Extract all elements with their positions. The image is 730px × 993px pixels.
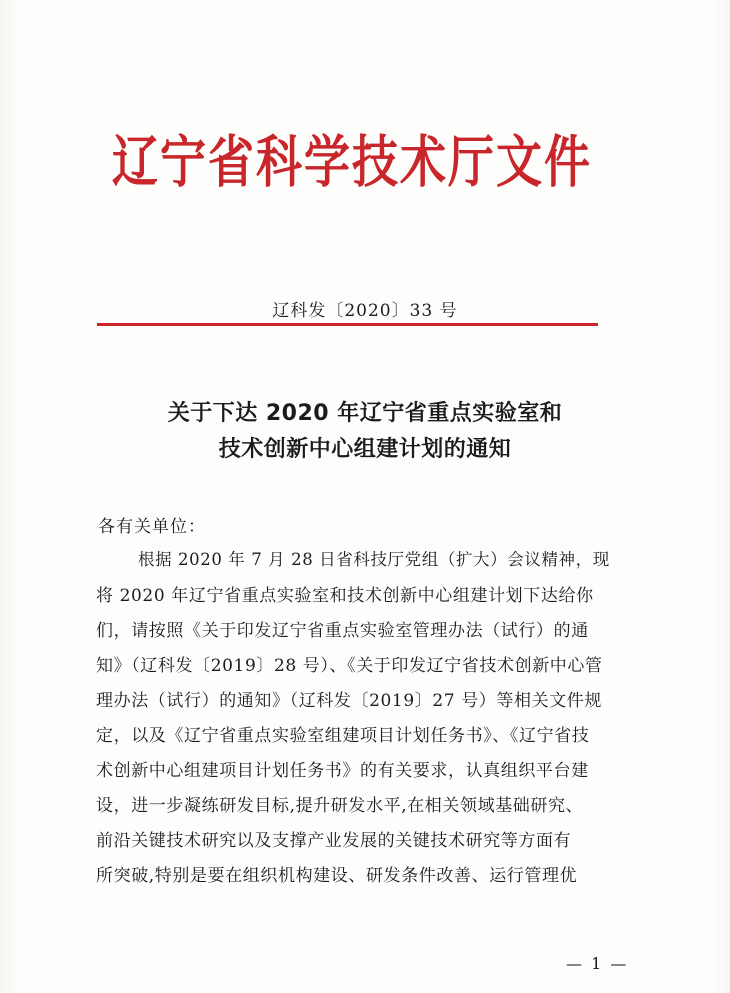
body-line: 将 2020 年辽宁省重点实验室和技术创新中心组建计划下达给你 [96,586,594,606]
body-line: 定，以及《辽宁省重点实验室组建项目计划任务书》、《辽宁省技 [96,726,590,746]
page-number: — 1 — [566,954,629,973]
body-line: 所突破,特别是要在组织机构建设、研发条件改善、运行管理优 [96,866,578,886]
body-line: 前沿关键技术研究以及支撑产业发展的关键技术研究等方面有 [96,831,572,851]
body-line: 理办法（试行）的通知》（辽科发〔2019〕27 号）等相关文件规 [96,691,602,711]
body-line: 们，请按照《关于印发辽宁省重点实验室管理办法（试行）的通 [96,621,589,641]
body-line: 知》（辽科发〔2019〕28 号）、《关于印发辽宁省技术创新中心管 [96,656,603,676]
subject-title-line-2: 技术创新中心组建计划的通知 [218,437,512,462]
body-line: 根据 2020 年 7 月 28 日省科技厅党组（扩大）会议精神，现 [138,550,610,569]
body-line: 设，进一步凝练研发目标,提升研发水平,在相关领域基础研究、 [96,796,584,816]
salutation: 各有关单位： [98,517,206,537]
body-line: 术创新中心组建项目计划任务书》的有关要求，认真组织平台建 [96,761,589,781]
document-number: 辽科发〔2020〕33 号 [272,301,458,321]
issuer-header-title: 辽宁省科学技术厅文件 [112,128,592,195]
subject-title-line-1: 关于下达 2020 年辽宁省重点实验室和 [167,401,563,426]
red-divider-line [97,323,598,326]
